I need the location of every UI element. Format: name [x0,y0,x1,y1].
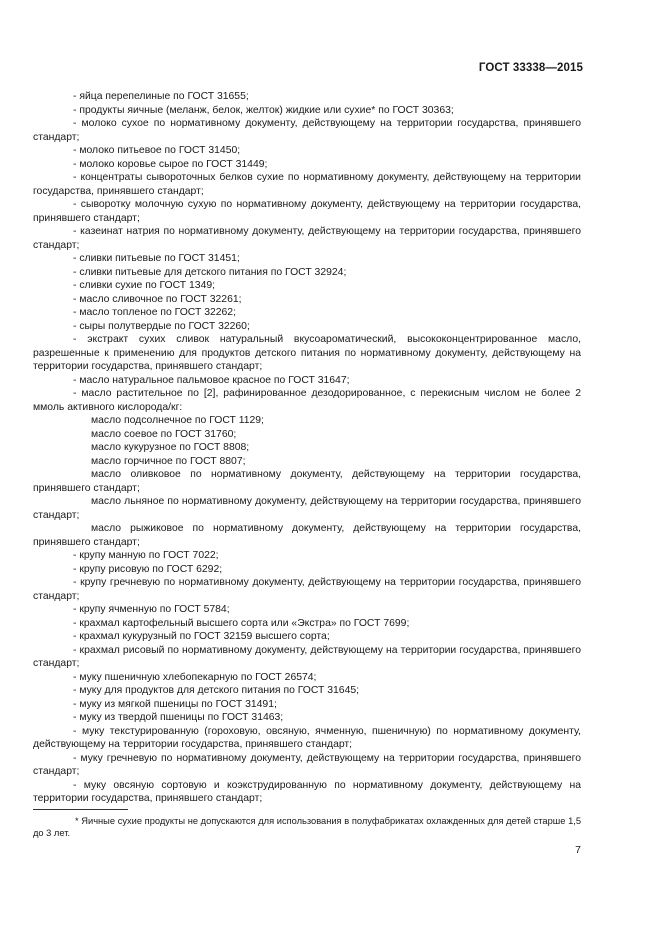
list-item: - масло натуральное пальмовое красное по ГОСТ 31647; [73,374,350,386]
list-item: - муку пшеничную хлебопекарную по ГОСТ 26574; [73,671,317,683]
page-number: 7 [575,844,581,856]
list-item: - крахмал кукурузный по ГОСТ 32159 высшего сорта; [73,631,330,642]
list-item: - крупу рисовую по ГОСТ 6292; [73,563,223,575]
list-item: масло рыжиковое по нормативному документу, действующему на территории государства, принявшего стандарт; [33,523,581,548]
list-item: масло льняное по нормативному документу, действующему на территории государства, принявшего стандарт; [33,496,581,521]
list-item: - крупу гречневую по нормативному документу, действующему на территории государства, принявшего стандарт; [33,577,581,602]
list-item: - сливки питьевые для детского питания по ГОСТ 32924; [73,266,347,278]
list-item: - сыворотку молочную сухую по нормативному документу, действующему на территории государства, принявшего стандарт; [33,199,581,224]
list-item: - масло растительное по [2], рафинированное дезодорированное, с перекисным числом не более 2 ммоль активного кислорода/кг: [33,388,581,413]
list-item: масло оливковое по нормативному документу, действующему на территории государства, принявшего стандарт; [33,469,581,494]
list-item: - казеинат натрия по нормативному документу, действующему на территории государства, принявшего стандарт; [33,226,581,251]
list-item: - крупу ячменную по ГОСТ 5784; [73,604,230,615]
list-item: - молоко сухое по нормативному документу, действующему на территории государства, принявшего стандарт; [33,118,581,143]
list-item: - муку для продуктов для детского питания по ГОСТ 31645; [73,685,360,696]
document-header: ГОСТ 33338—2015 [478,62,583,74]
list-item: масло кукурузное по ГОСТ 8808; [91,442,250,453]
list-item: - крахмал картофельный высшего сорта или «Экстра» по ГОСТ 7699; [73,617,410,629]
list-item: - концентраты сывороточных белков сухие по нормативному документу, действующему на территории государства, принявшего стандарт; [33,172,581,197]
list-item: - муку овсяную сортовую и коэкструдированную по нормативному документу, действующему на территории государства, принявшего стандарт; [33,779,581,804]
list-item: - продукты яичные (меланж, белок, желток) жидкие или сухие* по ГОСТ 30363; [73,104,454,116]
list-item: - молоко коровье сырое по ГОСТ 31449; [73,158,268,170]
list-item: - муку из мягкой пшеницы по ГОСТ 31491; [73,698,277,710]
list-item: - молоко питьевое по ГОСТ 31450; [73,145,241,156]
list-item: - масло топленое по ГОСТ 32262; [73,307,236,318]
list-item: - экстракт сухих сливок натуральный вкусоароматический, высококонцентрированное масло, разрешенные к применению для продуктов детского питания по нормативному документу, действующему на территории государства, принявшего стандарт; [33,334,581,372]
list-item: - сыры полутвердые по ГОСТ 32260; [73,320,250,332]
list-item: - муку текстурированную (гороховую, овсяную, ячменную, пшеничную) по нормативному документу, действующему на территории государства, принявшего стандарт; [33,725,581,750]
list-item: масло подсолнечное по ГОСТ 1129; [91,415,264,426]
list-item: - крупу манную по ГОСТ 7022; [73,550,219,561]
footnote: * Яичные сухие продукты не допускаются для использования в полуфабрикатах охлажденных для детей старше 1,5 до 3 лет. [33,816,581,838]
list-item: масло соевое по ГОСТ 31760; [91,428,237,440]
list-item: - муку из твердой пшеницы по ГОСТ 31463; [73,712,284,723]
list-item: - сливки сухие по ГОСТ 1349; [73,280,216,291]
ingredient-list [33,90,581,806]
list-item: - сливки питьевые по ГОСТ 31451; [73,253,240,264]
list-item: - муку гречневую по нормативному документу, действующему на территории государства, принявшего стандарт; [33,752,581,777]
list-item: - масло сливочное по ГОСТ 32261; [73,293,242,305]
list-item: - крахмал рисовый по нормативному документу, действующему на территории государства, принявшего стандарт; [33,644,581,669]
list-item: масло горчичное по ГОСТ 8807; [91,455,246,467]
footnote-divider [33,809,128,810]
list-item: - яйца перепелиные по ГОСТ 31655; [73,91,249,102]
